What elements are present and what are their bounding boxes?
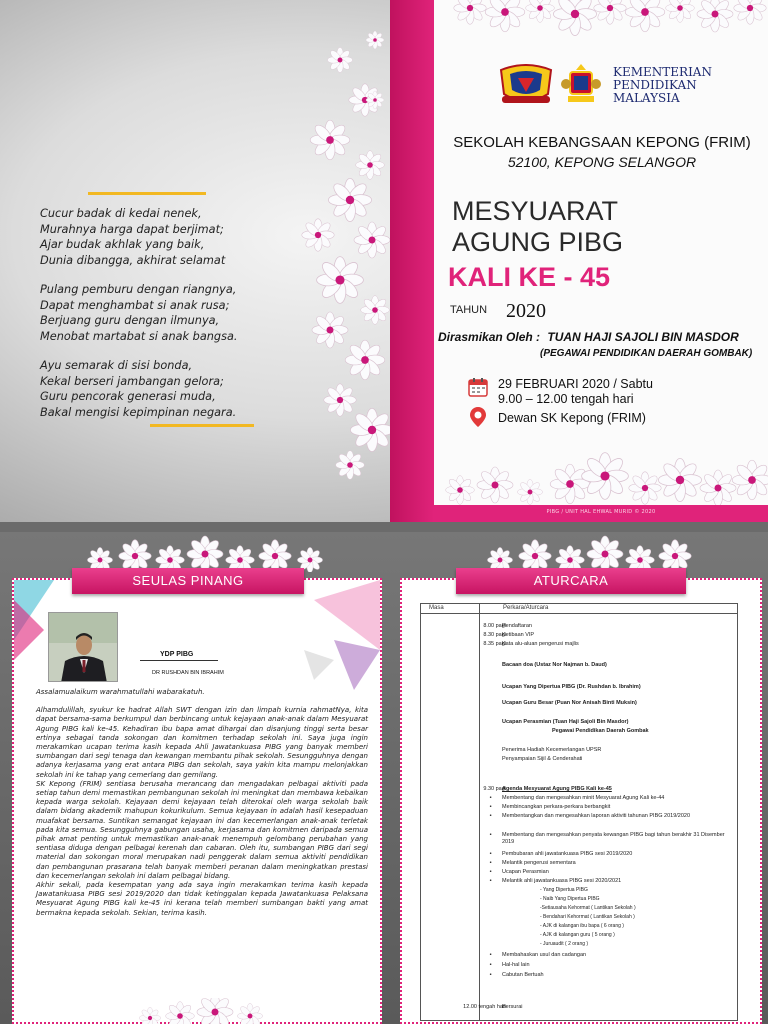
school-name: SEKOLAH KEBANGSAAN KEPONG (FRIM) [453,134,751,151]
agenda-item: Ucapan Perasmian [502,869,549,875]
signature-line [140,660,218,661]
ydp-photo [48,612,118,682]
bullet: • [489,952,493,958]
table-cell-event: Bersurai [502,1004,523,1010]
agenda-item: Pembubaran ahli jawatankuasa PIBG sesi 2019/2020 [502,851,633,857]
poem-line: Cucur badak di kedai nenek, [40,207,202,220]
poem-line: Menobat martabat si anak bangsa. [40,329,238,343]
sub-agenda-item: - Yang Dipertua PIBG [540,887,588,893]
agenda-item: Cabutan Bertuah [502,972,544,978]
letter-paragraph: Assalamualaikum warahmatullahi wabarakatuh. [36,688,205,696]
ydp-title: YDP PIBG [160,651,194,658]
table-cell-event: Penyampaian Sijil & Cenderahati [502,756,583,762]
bullet: • [489,804,493,810]
sub-agenda-item: - Naib Yang Dipertua PIBG [540,896,600,902]
agenda-item: Melantik ahli jawatankuasa PIBG sesi 2020/2021 [502,878,622,884]
poem-line: Berjuang guru dengan ilmunya, [40,314,220,327]
table-cell-time: 8.35 pagi [483,641,506,647]
calendar-icon [468,377,488,397]
table-cell-event: Bacaan doa (Ustaz Nor Najman b. Daud) [502,662,607,668]
bullet: • [489,795,493,801]
table-cell-event: Pegawai Pendidikan Daerah Gombak [552,728,649,734]
sub-agenda-item: - AJK di kalangan ibu bapa ( 6 orang ) [540,923,624,929]
year-value: 2020 [506,300,546,322]
malaysia-crest-logo [560,62,602,106]
col-header-time: Masa [429,605,444,611]
sub-agenda-item: - AJK di kalangan guru ( 5 orang ) [540,932,615,938]
agenda-item: Membentang dan mengesahkan minit Mesyuarat Agung Kali ke-44 [502,795,665,801]
officiated-label: Dirasmikan Oleh : [438,330,541,344]
seulas-pinang-ribbon: SEULAS PINANG [72,568,304,594]
agenda-item: Membentangkan dan mengesahkan laporan aktiviti tahunan PIBG 2019/2020 [502,813,691,819]
location-pin-icon [468,406,488,428]
bullet: • [489,851,493,857]
table-cell-event: Kata alu-aluan pengerusi majlis [502,641,579,647]
table-cell-time: 12.00 tengah hari [463,1004,506,1010]
bullet: • [489,860,493,866]
school-address: 52100, KEPONG SELANGOR [507,154,697,170]
ministry-name [613,66,712,105]
sub-agenda-item: - Bendahari Kehormat ( Lantikan Sekolah ) [540,914,635,920]
bullet: • [489,962,493,968]
event-title-line: AGUNG PIBG [452,227,624,257]
aturcara-ribbon: ATURCARA [456,568,686,594]
poem-line: Kekal berseri jambangan gelora; [40,374,224,388]
bullet: • [489,869,493,875]
officiated-line [438,330,743,344]
col-header-event: Perkara/Aturcara [503,605,549,611]
agenda-item: Hal-hal lain [502,962,530,968]
letter-paragraph: SK Kepong (FRIM) sentiasa berusaha merancang dan mengadakan pelbagai aktiviti pada setiap tahun demi memastikan pembangunan sekolah ini meningkat dan membawa kebaikan kepada warga sekolah. Kejayaan demi kejayaan telah diterokai oleh warga sekolah baik dalam bidang akademik mahupun kokurikulum. Semua kejayaan in adalah hasil kesepaduan muafakat bersama. Suntikan semangat kejayaan ini dan kecemerlangan anak-anak terletak pada kita semua. Sesungguhnya gabungan usaha, kerjasama dan komitmen daripada semua pihak amat penting untuk memastikan anak-anak menempuh gelombang perubahan yang sentiasa diduga dengan pelbagai kerenah dan cabaran. Oleh itu, sumbangan PIBG dari segi material dan sokongan moral merupakan nadi penggerak dalam semua aktiviti pendidikan dan pembangunan prasarana telah banyak memberi peranan dalam meningkatkan prestasi dan kecemerlangan sekolah ini dalam pelbagai bidang. [36,779,368,880]
table-cell-time: 9.30 pagi [483,786,506,792]
poem-line: Dapat menghambat si anak rusa; [40,298,230,312]
letter-paragraph: Akhir sekali, pada kesempatan yang ada saya ingin merakamkan terima kasih kepada Jawatankuasa PIBG sesi 2019/2020 dan tidak ketinggalan kepada Jawatankuasa Pelaksana Mesyuarat Agung PIBG kali ke-45 ini kerana telah memberi sumbangan bakti yang amat bermakna kepada sekolah. Sekian, terima kasih. [36,881,368,917]
bullet: • [489,813,493,819]
poem-line: Guru pencorak generasi muda, [40,390,216,403]
table-header-divider [421,613,737,614]
bottom-flower-decoration [0,998,768,1024]
ministry-line: PENDIDIKAN [613,78,697,92]
poem-line: Dunia dibangga, akhirat selamat [40,253,226,267]
letter-paragraph: Alhamdulillah, syukur ke hadrat Allah SWT dengan izin dan limpah kurnia rahmatNya, kita dapat bersama-sama berkumpul dan berbincang untuk kejayaan anak-anak dalam Mesyuarat Agung PIBG kali ke-45. Kehadiran ibu bapa amat dihargai dan disanjung tinggi serta besar ertinya sebagai tanda sokongan dan komitmen terhadap sekolah ini. Saya juga ingin merakamkan ucapan terima kasih kepada Ahli Jawatankuasa PIBG yang banyak memberi sumbangan dari segi tenaga dan kewangan membantu pihak sekolah. Sesungguhnya dengan adanya kerjasama yang erat antara PIBG dan sekolah, saya yakin kita mampu melonjakkan sekolah ini ke tahap yang cemerlang dan gemilang. [36,706,368,779]
poem-line: Murahnya harga dapat berjimat; [40,222,224,236]
officiated-position: (PEGAWAI PENDIDIKAN DAERAH GOMBAK) [540,348,753,359]
table-cell-event: Ucapan Yang Dipertua PIBG (Dr. Rushdan b. Ibrahim) [502,684,641,690]
event-date: 29 FEBRUARI 2020 / Sabtu [498,377,653,391]
table-cell-time: 8.30 pagi [483,632,506,638]
poem-line: Bakal mengisi kepimpinan negara. [40,405,237,419]
agenda-item: Membincangkan perkara-perkara berbangkit [502,804,611,810]
table-cell-time: 8.00 pagi [483,623,506,629]
table-cell-event: Ucapan Perasmian (Tuan Haji Sajoli Bin Masdor) [502,719,629,725]
sub-agenda-item: - Juruaudit ( 2 orang ) [540,941,589,947]
ministry-line: KEMENTERIAN [613,65,712,79]
bullet: • [489,832,493,838]
ydp-name: DR RUSHDAN BIN IBRAHIM [152,670,224,676]
year-label: TAHUN [450,304,488,316]
officiated-by: TUAN HAJI SAJOLI BIN MASDOR [547,330,739,344]
event-time: 9.00 – 12.00 tengah hari [498,392,634,406]
welcome-letter [36,688,368,927]
table-cell-event: Ucapan Guru Besar (Puan Nor Anisah Binti Muksin) [502,700,637,706]
bullet: • [489,878,493,884]
event-venue: Dewan SK Kepong (FRIM) [498,411,646,425]
agenda-heading: Agenda Mesyuarat Agung PIBG Kali ke-45 [502,786,612,792]
inner-flower-decoration [0,532,768,572]
table-cell-event: Ketibaan VIP [502,632,535,638]
agenda-item: Melantik pengerusi sementara [502,860,576,866]
agenda-item: Membentang dan mengesahkan penyata kewangan PIBG bagi tahun berakhir 31 Disember 2019 [502,832,725,845]
table-column-divider [479,604,480,1020]
table-cell-event: Pendaftaran [502,623,532,629]
event-title-line: MESYUARAT [452,196,619,226]
event-edition: KALI KE - 45 [448,262,611,292]
agenda-item: Membahaskan usul dan cadangan [502,952,587,958]
poem-line: Ayu semarak di sisi bonda, [40,359,193,372]
ministry-line: MALAYSIA [613,91,680,105]
poem-line: Pulang pemburu dengan riangnya, [40,283,237,296]
cover-footer-text: PIBG / UNIT HAL EHWAL MURID © 2020 [546,509,656,515]
school-badge-logo [496,64,556,106]
event-title [452,196,623,258]
cover-footer-bar [434,505,768,522]
table-cell-event: Penerima Hadiah Kecemerlangan UPSR [502,747,602,753]
bullet: • [489,972,493,978]
sub-agenda-item: -Setiausaha Kehormat ( Lantikan Sekolah ) [540,905,636,911]
poem-line: Ajar budak akhlak yang baik, [40,238,205,251]
